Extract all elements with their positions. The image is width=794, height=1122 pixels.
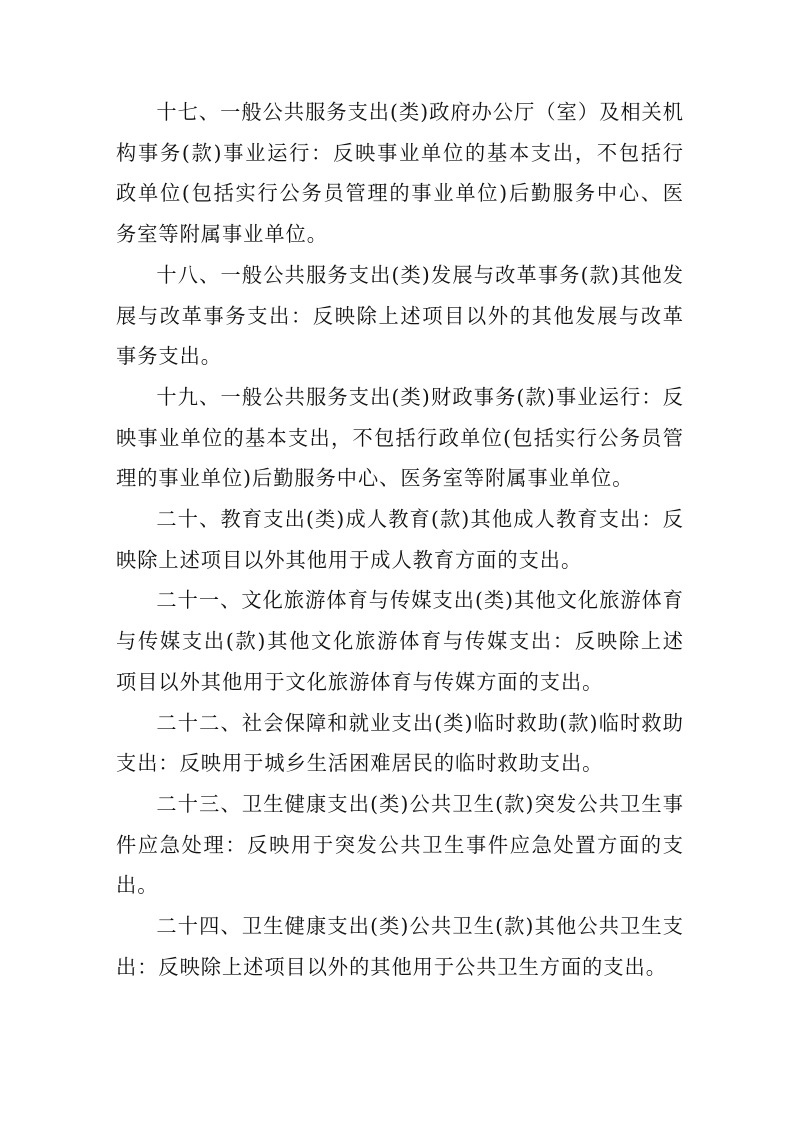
document-body	[116, 92, 684, 987]
paragraph-23: 二十三、卫生健康支出(类)公共卫生(款)突发公共卫生事件应急处理：反映用于突发公共卫生事件应急处置方面的支出。	[116, 791, 684, 898]
paragraph-22: 二十二、社会保障和就业支出(类)临时救助(款)临时救助支出：反映用于城乡生活困难居民的临时救助支出。	[116, 710, 684, 776]
paragraph-19: 十九、一般公共服务支出(类)财政事务(款)事业运行：反映事业单位的基本支出，不包括行政单位(包括实行公务员管理的事业单位)后勤服务中心、医务室等附属事业单位。	[116, 384, 684, 491]
paragraph-20: 二十、教育支出(类)成人教育(款)其他成人教育支出：反映除上述项目以外其他用于成人教育方面的支出。	[116, 507, 684, 572]
paragraph-17: 十七、一般公共服务支出(类)政府办公厅（室）及相关机构事务(款)事业运行：反映事业单位的基本支出，不包括行政单位(包括实行公务员管理的事业单位)后勤服务中心、医务室等附属事业单位。	[116, 100, 684, 247]
paragraph-24: 二十四、卫生健康支出(类)公共卫生(款)其他公共卫生支出：反映除上述项目以外的其他用于公共卫生方面的支出。	[116, 914, 684, 979]
paragraph-18: 十八、一般公共服务支出(类)发展与改革事务(款)其他发展与改革事务支出：反映除上述项目以外的其他发展与改革事务支出。	[116, 262, 684, 369]
paragraph-21: 二十一、文化旅游体育与传媒支出(类)其他文化旅游体育与传媒支出(款)其他文化旅游体育与传媒支出：反映除上述项目以外其他用于文化旅游体育与传媒方面的支出。	[116, 588, 684, 694]
